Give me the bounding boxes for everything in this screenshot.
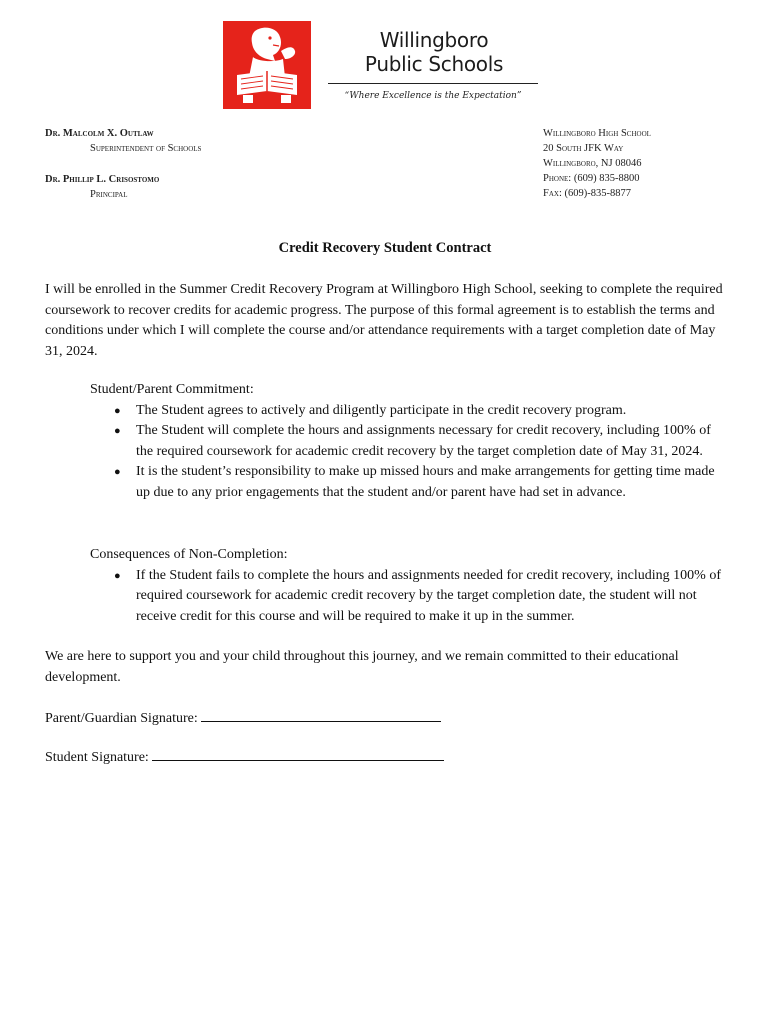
student-signature-line[interactable] <box>152 746 444 761</box>
principal-role: Principal <box>90 189 128 200</box>
school-motto: “Where Excellence is the Expectation” <box>344 91 522 101</box>
school-address <box>543 126 651 201</box>
consequences-section <box>90 545 730 627</box>
superintendent-role: Superintendent of Schools <box>90 143 202 154</box>
parent-signature-line[interactable] <box>201 707 441 722</box>
document-title: Credit Recovery Student Contract <box>278 240 492 256</box>
consequences-list <box>90 566 730 628</box>
list-item: ● The Student agrees to actively and diligently participate in the credit recovery program. <box>136 401 730 422</box>
brand-name-line2: Public Schools <box>364 52 504 76</box>
closing-paragraph: We are here to support you and your child throughout this journey, and we remain committed to their educational development. <box>45 649 679 685</box>
principal-name: Dr. Phillip L. Crisostomo <box>45 174 160 185</box>
student-signature-row <box>45 746 730 769</box>
school-name: Willingboro High School <box>543 128 651 139</box>
brand-name-line1: Willingboro <box>379 28 489 52</box>
commitment-heading: Student/Parent Commitment: <box>90 382 254 397</box>
city-state-zip: Willingboro, NJ 08046 <box>543 158 642 169</box>
intro-paragraph: I will be enrolled in the Summer Credit Recovery Program at Willingboro High School, seeking to complete the required coursework to recover credits for academic progress. The purpose of this formal agreement is to establish the terms and conditions under which I will complete the course and/or attendance requirements with a target completion date of May 31, 2024. <box>45 282 723 359</box>
list-item: ● The Student will complete the hours and assignments necessary for credit recovery, including 100% of the required coursework for academic credit recovery by the target completion date of May 31, 2024. <box>114 423 711 459</box>
fax-number: Fax: (609)-835-8877 <box>543 188 631 199</box>
bullet-icon: ● <box>114 404 121 417</box>
commitment-section <box>90 380 730 503</box>
parent-signature-label: Parent/Guardian Signature: <box>45 711 198 726</box>
student-signature-label: Student Signature: <box>45 750 149 765</box>
school-brand <box>330 28 538 76</box>
commitment-list <box>90 401 730 504</box>
bullet-icon: ● <box>114 425 121 437</box>
lion-with-book-icon <box>223 21 311 109</box>
administrator-contacts <box>45 126 201 202</box>
list-item: ● It is the student’s responsibility to make up missed hours and make arrangements for getting time made up due to any prior engagements that the student and/or parent have had set in advance. <box>114 464 715 500</box>
superintendent-name: Dr. Malcolm X. Outlaw <box>45 128 154 139</box>
street-address: 20 South JFK Way <box>543 143 624 154</box>
consequences-heading: Consequences of Non-Completion: <box>90 547 288 562</box>
parent-signature-row <box>45 707 730 730</box>
phone-number: Phone: (609) 835-8800 <box>543 173 640 184</box>
brand-divider <box>328 83 538 84</box>
bullet-icon: ● <box>114 569 121 582</box>
list-item: ● If the Student fails to complete the hours and assignments needed for credit recovery, including 100% of required coursework for academic credit recovery by the target completion date, the student will not receive credit for this course and will be required to make it up in the summer. <box>114 567 721 624</box>
bullet-icon: ● <box>114 466 121 478</box>
